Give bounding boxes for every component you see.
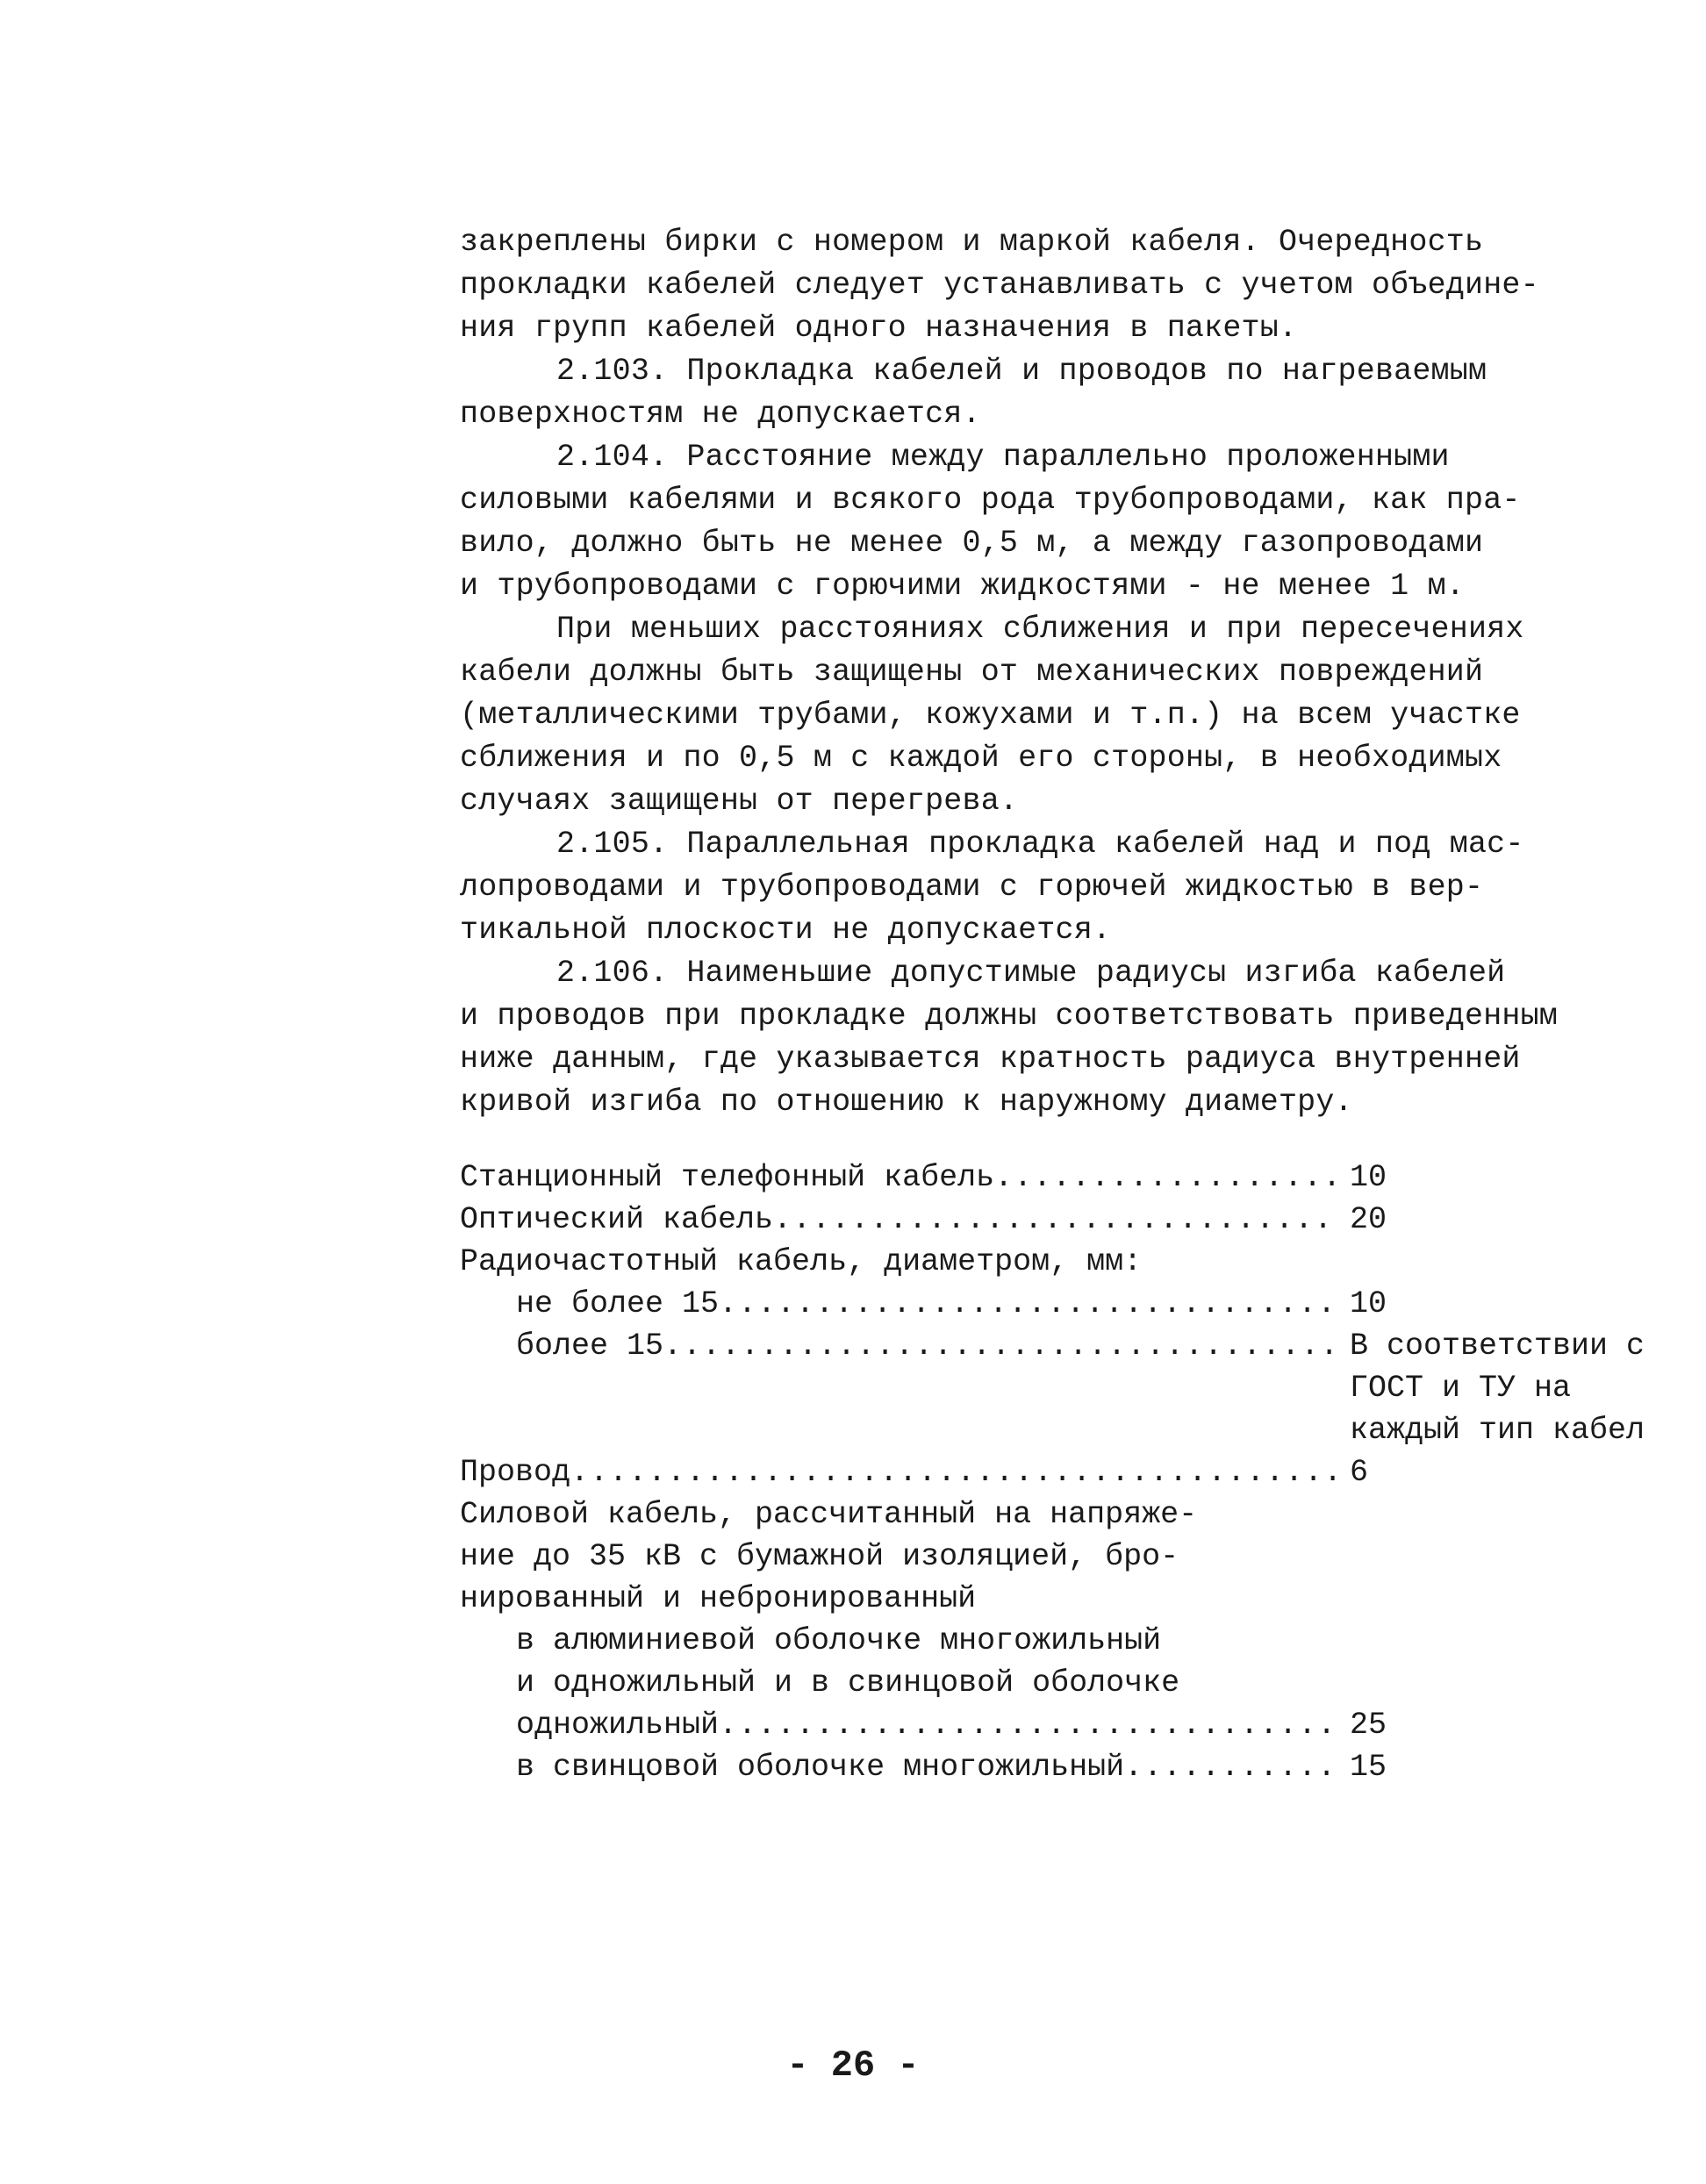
text-line: 2.103. Прокладка кабелей и проводов по нагреваемым: [556, 354, 1487, 389]
paragraph-continuation: [460, 221, 1636, 350]
table-group-heading: Радиочастотный кабель, диаметром, мм:: [460, 1244, 1143, 1279]
text-line: тикальной плоскости не допускается.: [460, 913, 1112, 948]
paragraph-2-105: [460, 823, 1636, 952]
text-line: кабели должны быть защищены от механических повреждений: [460, 655, 1484, 690]
row-value: 20: [1350, 1202, 1387, 1237]
row-value: 15: [1350, 1750, 1387, 1785]
dot-leader: [719, 1283, 1337, 1325]
dot-leader: [570, 1451, 1337, 1493]
table-group-heading: ние до 35 кВ с бумажной изоляцией, бро-: [460, 1539, 1179, 1574]
text-line: вило, должно быть не менее 0,5 м, а между газопроводами: [460, 526, 1484, 561]
row-value: 10: [1350, 1160, 1387, 1195]
dot-leader: [994, 1156, 1337, 1199]
dot-leader: [663, 1325, 1337, 1367]
row-value: 10: [1350, 1286, 1387, 1321]
dot-leader: [773, 1199, 1337, 1241]
row-label: более 15: [516, 1328, 664, 1364]
row-value: 25: [1350, 1708, 1387, 1743]
text-line: поверхностям не допускается.: [460, 397, 981, 432]
table-row: [460, 1325, 1662, 1451]
text-line: и проводов при прокладке должны соответствовать приведенным: [460, 999, 1559, 1034]
paragraph-2-106: [460, 952, 1636, 1124]
text-line: При меньших расстояниях сближения и при пересечениях: [556, 612, 1524, 647]
text-line: закреплены бирки с номером и маркой кабеля. Очередность: [460, 225, 1484, 260]
text-line: и трубопроводами с горючими жидкостями - не менее 1 м.: [460, 569, 1465, 604]
text-line: прокладки кабелей следует устанавливать с учетом объедине-: [460, 268, 1539, 303]
row-label: Провод: [460, 1455, 571, 1490]
bend-radius-table: [460, 1156, 1662, 1788]
dot-leader: [1124, 1746, 1337, 1788]
body-text: [460, 221, 1636, 1124]
row-value: В соответствии с ГОСТ и ТУ на каждый тип кабел: [1350, 1328, 1645, 1448]
row-label: одножильный: [516, 1708, 720, 1743]
text-line: случаях защищены от перегрева.: [460, 784, 1019, 819]
row-value: 6: [1350, 1455, 1369, 1490]
text-line: кривой изгиба по отношению к наружному диаметру.: [460, 1085, 1353, 1120]
table-subheading: в алюминиевой оболочке многожильный: [516, 1623, 1162, 1658]
text-line: сближения и по 0,5 м с каждой его стороны, в необходимых: [460, 741, 1502, 776]
text-line: силовыми кабелями и всякого рода трубопроводами, как пра-: [460, 483, 1521, 518]
table-row: [460, 1704, 1662, 1746]
row-label: в свинцовой оболочке многожильный: [516, 1750, 1125, 1785]
text-line: (металлическими трубами, кожухами и т.п.) на всем участке: [460, 698, 1521, 733]
table-subheading: и одножильный и в свинцовой оболочке: [516, 1665, 1180, 1701]
table-row: [460, 1451, 1662, 1493]
text-line: ниже данным, где указывается кратность радиуса внутренней: [460, 1042, 1521, 1077]
row-label: Оптический кабель: [460, 1202, 774, 1237]
row-label: Станционный телефонный кабель: [460, 1160, 995, 1195]
text-line: 2.104. Расстояние между параллельно проложенными: [556, 440, 1450, 475]
paragraph-2-104: [460, 436, 1636, 608]
text-line: ния групп кабелей одного назначения в пакеты.: [460, 311, 1298, 346]
dot-leader: [719, 1704, 1337, 1746]
text-line: 2.105. Параллельная прокладка кабелей над и под мас-: [556, 827, 1524, 862]
row-label: не более 15: [516, 1286, 720, 1321]
table-row: [460, 1746, 1662, 1788]
table-row: [460, 1156, 1662, 1199]
text-line: лопроводами и трубопроводами с горючей жидкостью в вер-: [460, 870, 1484, 905]
page-number: - 26 -: [786, 2044, 920, 2087]
table-row: [460, 1199, 1662, 1241]
paragraph-crossings: [460, 608, 1636, 823]
table-group-heading: Силовой кабель, рассчитанный на напряже-: [460, 1497, 1198, 1532]
text-line: 2.106. Наименьшие допустимые радиусы изгиба кабелей: [556, 956, 1506, 991]
paragraph-2-103: [460, 350, 1636, 436]
table-group-heading: нированный и небронированный: [460, 1581, 977, 1616]
table-row: [460, 1283, 1662, 1325]
